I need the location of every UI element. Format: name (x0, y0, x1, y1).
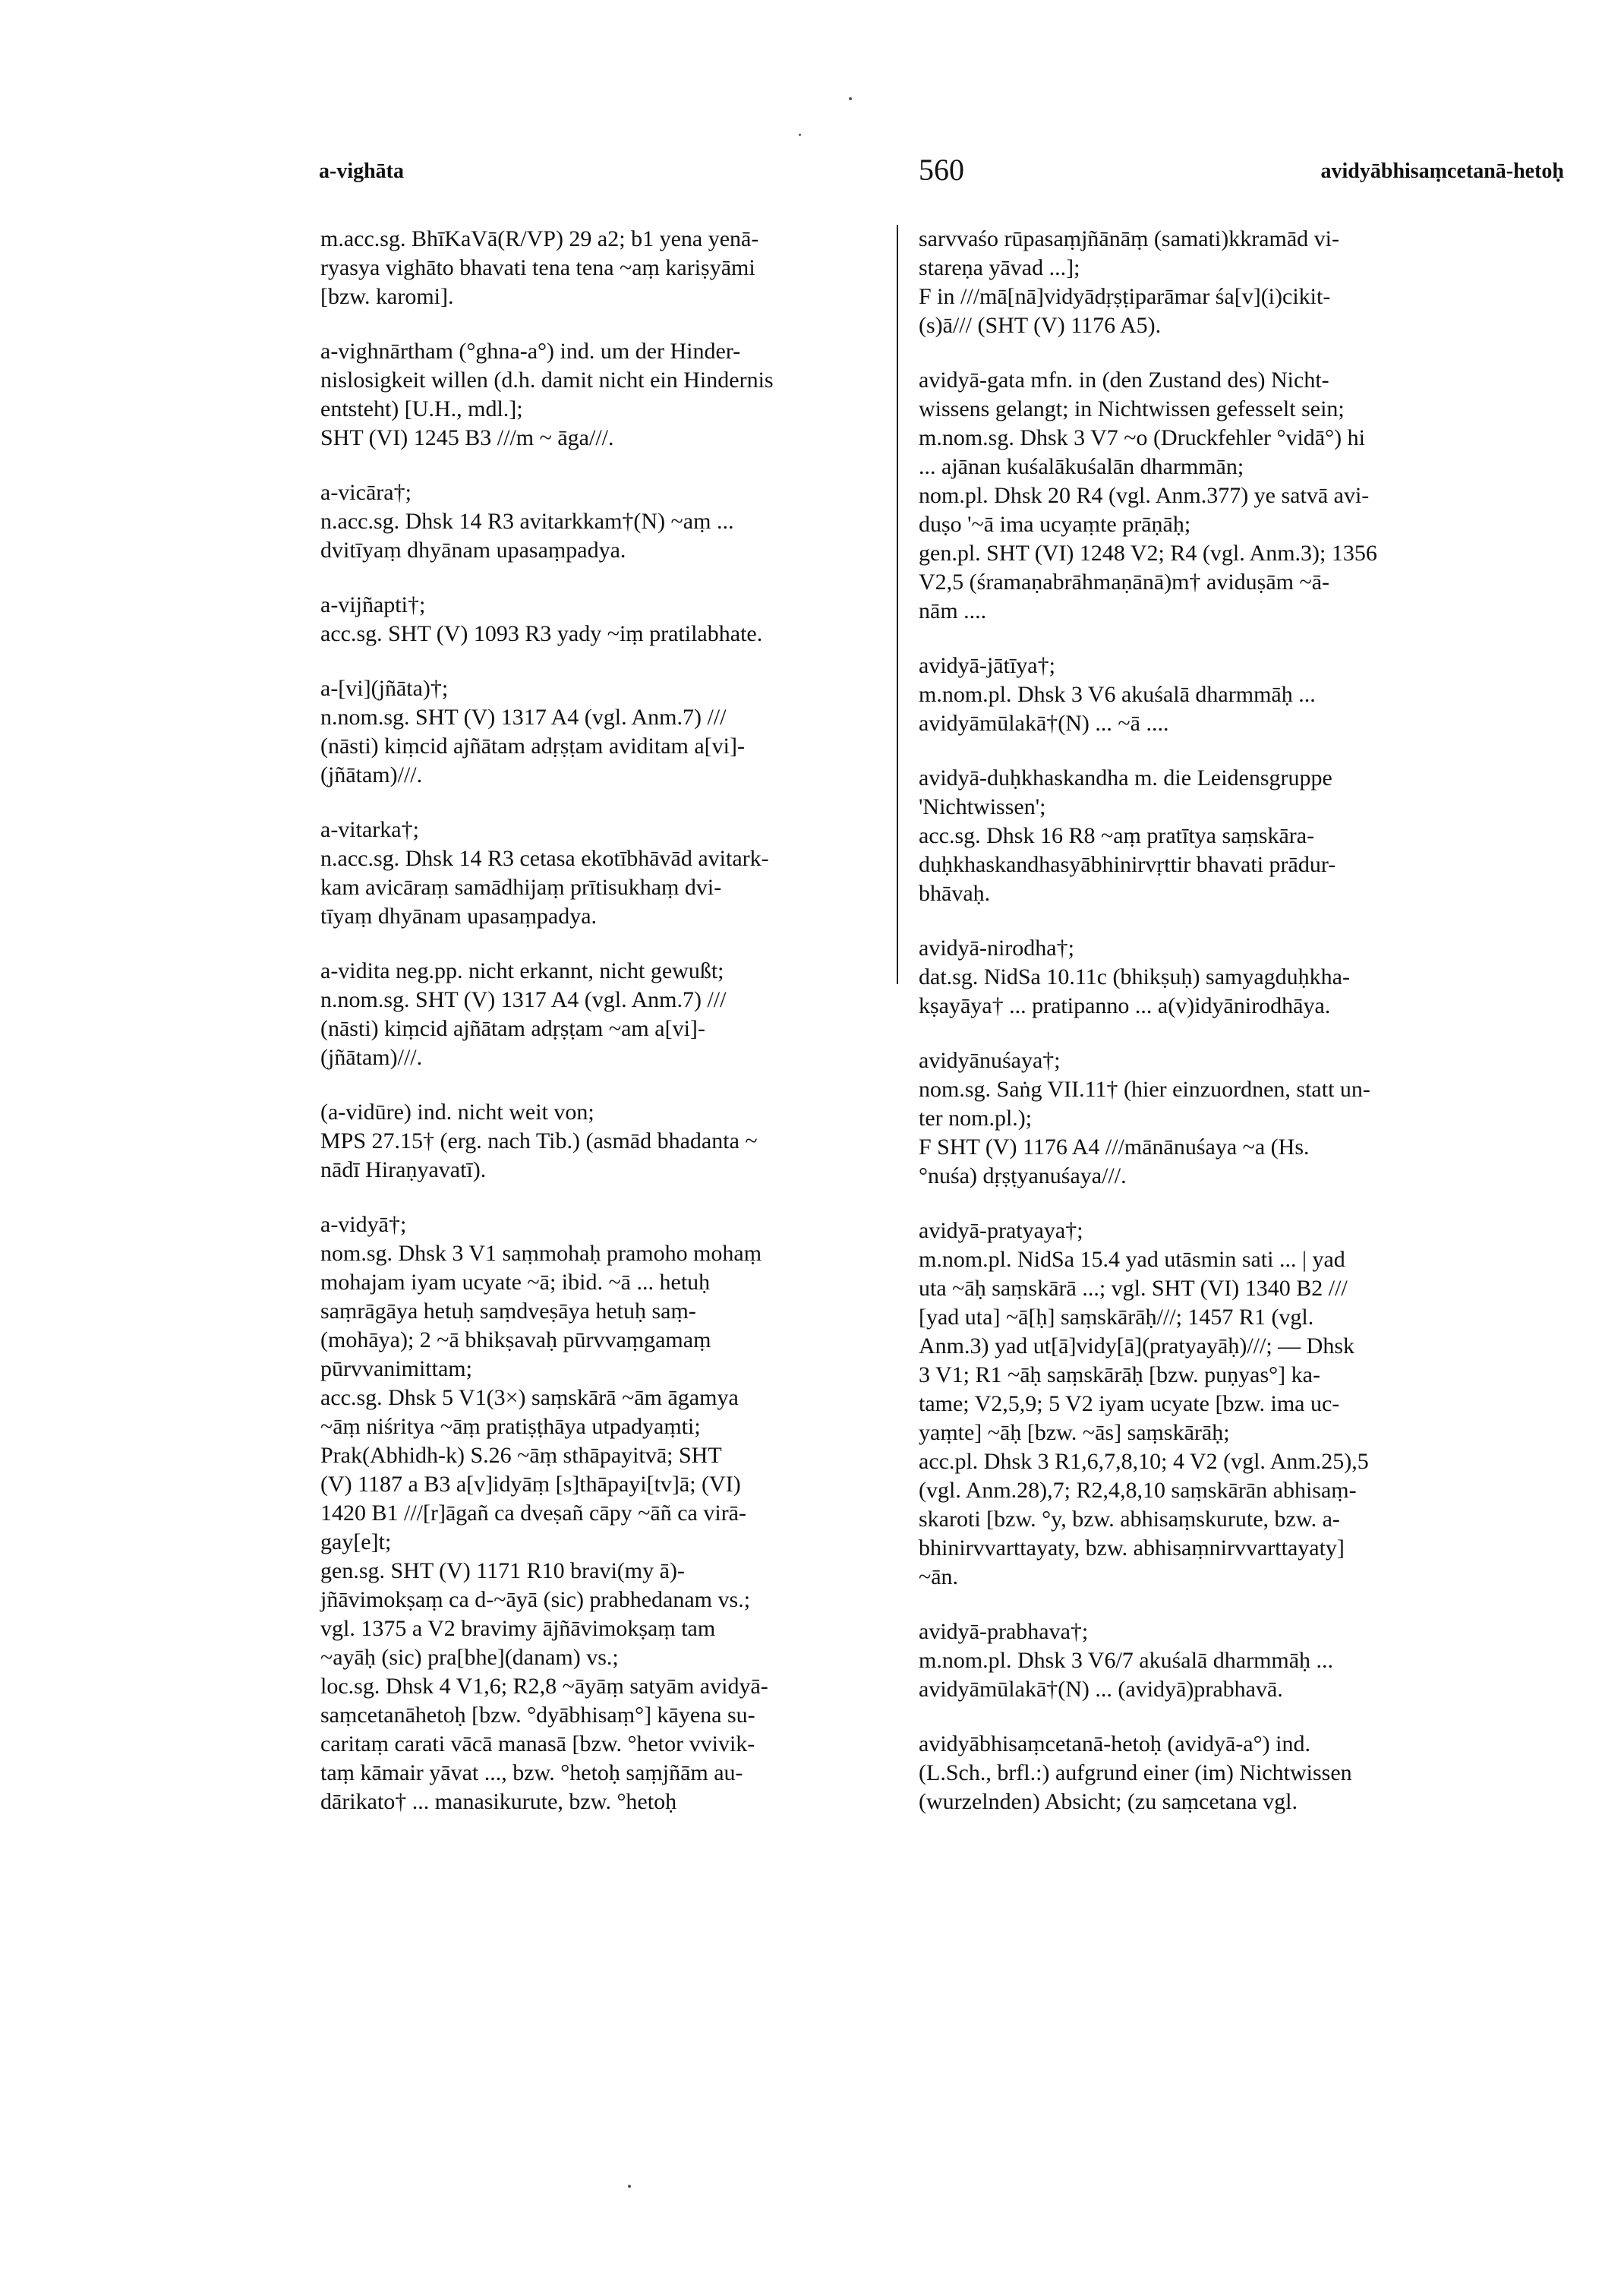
entry-line: duḥkhaskandhasyābhinirvṛttir bhavati prādur- (919, 852, 1336, 877)
entry-line: (L.Sch., brfl.:) aufgrund einer (im) Nichtwissen (919, 1760, 1352, 1785)
entry-headline: a-vicāra†; (320, 480, 412, 505)
entry-line: stareṇa yāvad ...]; (919, 255, 1080, 280)
entry-headline: avidyābhisaṃcetanā-hetoḥ (avidyā-a°) ind. (919, 1731, 1310, 1756)
entry-line: (mohāya); 2 ~ā bhikṣavaḥ pūrvvaṃgamaṃ (320, 1327, 711, 1352)
entry-headline: a-vijñapti†; (320, 592, 426, 617)
entry-line: kṣayāya† ... pratipanno ... a(v)idyānirodhāya. (919, 993, 1331, 1018)
entry-line: duṣo '~ā ima ucyaṃte prāṇāḥ; (919, 512, 1191, 537)
entry-headline: avidyā-gata mfn. in (den Zustand des) Nicht- (919, 368, 1329, 393)
entry-line: ~āṃ niśritya ~āṃ pratiṣṭhāya utpadyaṃti; (320, 1414, 701, 1439)
entry-line: gay[e]t; (320, 1529, 392, 1554)
entry-headline: a-[vi](jñāta)†; (320, 676, 449, 701)
entry-line: (jñātam)///. (320, 1045, 423, 1070)
entry-line: nom.pl. Dhsk 20 R4 (vgl. Anm.377) ye satvā avi- (919, 483, 1370, 508)
entry-headline: a-vidyā†; (320, 1212, 407, 1237)
entry-line: mohajam iyam ucyate ~ā; ibid. ~ā ... hetuḥ (320, 1270, 711, 1295)
entry-line: nādī Hiraṇyavatī). (320, 1157, 487, 1182)
left-column-entry (320, 1098, 920, 1185)
right-column-entry (919, 1217, 1518, 1592)
entry-line: dārikato† ... manasikurute, bzw. °hetoḥ (320, 1789, 677, 1814)
entry-line: acc.sg. Dhsk 5 V1(3×) saṃskārā ~ām āgamya (320, 1385, 739, 1410)
right-column-entry (919, 934, 1518, 1021)
header-right-catchword: avidyābhisaṃcetanā-hetoḥ (1320, 159, 1564, 183)
left-column-entry (320, 478, 920, 565)
right-column-entry (919, 225, 1518, 340)
left-column-entry (320, 957, 920, 1072)
right-column-entry (919, 1730, 1518, 1816)
entry-headline: a-vighnārtham (°ghna-a°) ind. um der Hinder- (320, 339, 741, 364)
entry-line: m.nom.pl. Dhsk 3 V6 akuśalā dharmmāḥ ... (919, 682, 1316, 707)
entry-line: (jñātam)///. (320, 762, 423, 787)
entry-line: tīyaṃ dhyānam upasaṃpadya. (320, 904, 598, 929)
entry-line: dvitīyaṃ dhyānam upasaṃpadya. (320, 538, 626, 563)
left-column-entry (320, 674, 920, 790)
entry-line: kam avicāraṃ samādhijaṃ prītisukhaṃ dvi- (320, 875, 722, 900)
entry-line: °nuśa) dṛṣṭyanuśaya///. (919, 1163, 1127, 1188)
entry-line: uta ~āḥ saṃskārā ...; vgl. SHT (VI) 1340 B2 /// (919, 1276, 1348, 1301)
entry-line: taṃ kāmair yāvat ..., bzw. °hetoḥ saṃjñām au- (320, 1760, 743, 1785)
entry-line: gen.pl. SHT (VI) 1248 V2; R4 (vgl. Anm.3); 1356 (919, 541, 1377, 566)
entry-line: [yad uta] ~ā[ḥ] saṃskārāḥ///; 1457 R1 (vgl. (919, 1305, 1314, 1330)
left-column-entry (320, 225, 920, 311)
entry-line: 1420 B1 ///[r]āgañ ca dveṣañ cāpy ~āñ ca virā- (320, 1501, 746, 1526)
left-column-entry (320, 1210, 920, 1816)
entry-headline: sarvvaśo rūpasaṃjñānāṃ (samati)kkramād vi- (919, 226, 1339, 251)
entry-line: [bzw. karomi]. (320, 284, 454, 309)
entry-line: avidyāmūlakā†(N) ... (avidyā)prabhavā. (919, 1677, 1283, 1702)
entry-line: yaṃte] ~āḥ [bzw. ~ās] saṃskārāḥ; (919, 1420, 1230, 1445)
entry-headline: avidyā-jātīya†; (919, 653, 1055, 678)
right-column-entry (919, 652, 1518, 738)
entry-line: nom.sg. Saṅg VII.11† (hier einzuordnen, statt un- (919, 1077, 1370, 1102)
right-column (919, 225, 1518, 1842)
entry-line: m.nom.pl. Dhsk 3 V6/7 akuśalā dharmmāḥ ... (919, 1648, 1334, 1673)
right-column-entry (919, 1617, 1518, 1704)
entry-line: bhinirvvarttayaty, bzw. abhisaṃnirvvarttayaty] (919, 1535, 1345, 1561)
entry-headline: a-vitarka†; (320, 817, 419, 842)
entry-line: m.nom.pl. NidSa 15.4 yad utāsmin sati ... | yad (919, 1247, 1345, 1272)
entry-line: F SHT (V) 1176 A4 ///mānānuśaya ~a (Hs. (919, 1135, 1310, 1160)
entry-headline: avidyānuśaya†; (919, 1048, 1061, 1073)
entry-line: 'Nichtwissen'; (919, 794, 1046, 819)
entry-line: MPS 27.15† (erg. nach Tib.) (asmād bhadanta ~ (320, 1128, 758, 1153)
entry-line: nom.sg. Dhsk 3 V1 saṃmohaḥ pramoho mohaṃ (320, 1241, 762, 1266)
entry-line: nām .... (919, 598, 987, 623)
entry-line: dat.sg. NidSa 10.11c (bhikṣuḥ) samyagduḥkha- (919, 964, 1350, 989)
right-column-entry (919, 366, 1518, 626)
entry-headline: a-vidita neg.pp. nicht erkannt, nicht gewußt; (320, 958, 724, 983)
entry-line: acc.sg. SHT (V) 1093 R3 yady ~iṃ pratilabhate. (320, 621, 763, 646)
entry-line: 3 V1; R1 ~āḥ saṃskārāḥ [bzw. puṇyas°] ka- (919, 1362, 1320, 1387)
entry-line: loc.sg. Dhsk 4 V1,6; R2,8 ~āyāṃ satyām avidyā- (320, 1674, 768, 1699)
left-column-entry (320, 591, 920, 649)
left-column-entry (320, 816, 920, 931)
entry-line: (nāsti) kiṃcid ajñātam adṛṣṭam ~am a[vi]- (320, 1016, 705, 1041)
entry-line: Prak(Abhidh-k) S.26 ~āṃ sthāpayitvā; SHT (320, 1443, 722, 1468)
entry-line: avidyāmūlakā†(N) ... ~ā .... (919, 711, 1169, 736)
entry-line: V2,5 (śramaṇabrāhmaṇānā)m† aviduṣām ~ā- (919, 570, 1330, 595)
entry-headline: m.acc.sg. BhīKaVā(R/VP) 29 a2; b1 yena yenā- (320, 226, 759, 251)
entry-line: n.nom.sg. SHT (V) 1317 A4 (vgl. Anm.7) /// (320, 987, 727, 1012)
entry-line: (s)ā/// (SHT (V) 1176 A5). (919, 313, 1162, 338)
entry-headline: avidyā-prabhava†; (919, 1619, 1089, 1644)
entry-line: n.nom.sg. SHT (V) 1317 A4 (vgl. Anm.7) /// (320, 705, 727, 730)
entry-line: bhāvaḥ. (919, 881, 991, 906)
entry-line: nislosigkeit willen (d.h. damit nicht ein Hindernis (320, 368, 774, 393)
entry-line: (vgl. Anm.28),7; R2,4,8,10 saṃskārān abhisaṃ- (919, 1478, 1357, 1503)
scan-speck (628, 2185, 631, 2188)
entry-line: Anm.3) yad ut[ā]vidy[ā](pratyayāḥ)///; — Dhsk (919, 1333, 1354, 1359)
entry-line: pūrvvanimittam; (320, 1356, 472, 1381)
entry-line: jñāvimokṣaṃ ca d-~āyā (sic) prabhedanam vs.; (320, 1587, 751, 1612)
entry-line: ter nom.pl.); (919, 1106, 1033, 1131)
entry-line: (V) 1187 a B3 a[v]idyāṃ [s]thāpayi[tv]ā; (VI) (320, 1472, 741, 1497)
entry-line: wissens gelangt; in Nichtwissen gefesselt sein; (919, 396, 1345, 421)
entry-line: acc.sg. Dhsk 16 R8 ~aṃ pratītya saṃskāra- (919, 823, 1315, 848)
scan-speck (799, 134, 801, 136)
entry-line: (nāsti) kiṃcid ajñātam adṛṣṭam aviditam a[vi]- (320, 734, 745, 759)
running-header (319, 152, 1564, 200)
entry-line: ~ayāḥ (sic) pra[bhe](danam) vs.; (320, 1645, 619, 1670)
entry-line: skaroti [bzw. °y, bzw. abhisaṃskurute, bzw. a- (919, 1507, 1340, 1532)
entry-headline: avidyā-duḥkhaskandha m. die Leidensgruppe (919, 765, 1332, 791)
right-column-entry (919, 764, 1518, 908)
entry-line: entsteht) [U.H., mdl.]; (320, 396, 523, 421)
entry-line: acc.pl. Dhsk 3 R1,6,7,8,10; 4 V2 (vgl. Anm.25),5 (919, 1449, 1369, 1474)
entry-line: saṃrāgāya hetuḥ saṃdveṣāya hetuḥ saṃ- (320, 1299, 696, 1324)
entry-line: saṃcetanāhetoḥ [bzw. °dyābhisaṃ°] kāyena su- (320, 1703, 755, 1728)
entry-line: (wurzelnden) Absicht; (zu saṃcetana vgl. (919, 1789, 1298, 1814)
entry-line: F in ///mā[nā]vidyādṛṣṭiparāmar śa[v](i)cikit- (919, 284, 1331, 309)
entry-line: m.nom.sg. Dhsk 3 V7 ~o (Druckfehler °vidā°) hi (919, 425, 1365, 450)
page-number: 560 (919, 153, 964, 187)
left-column-entry (320, 337, 920, 453)
entry-line: SHT (VI) 1245 B3 ///m ~ āga///. (320, 425, 614, 450)
entry-line: n.acc.sg. Dhsk 14 R3 cetasa ekotībhāvād avitark- (320, 846, 769, 871)
entry-line: gen.sg. SHT (V) 1171 R10 bravi(my ā)- (320, 1558, 685, 1583)
entry-line: vgl. 1375 a V2 bravimy ājñāvimokṣaṃ tam (320, 1616, 716, 1641)
entry-headline: avidyā-nirodha†; (919, 936, 1074, 961)
entry-line: n.acc.sg. Dhsk 14 R3 avitarkkam†(N) ~aṃ ... (320, 509, 734, 534)
entry-line: tame; V2,5,9; 5 V2 iyam ucyate [bzw. ima uc- (919, 1391, 1340, 1416)
header-left-catchword: a-vighāta (319, 159, 404, 183)
entry-line: ... ajānan kuśalākuśalān dharmmān; (919, 454, 1244, 479)
entry-line: ~ān. (919, 1564, 959, 1589)
entry-line: caritaṃ carati vācā manasā [bzw. °hetor vvivik- (320, 1731, 755, 1756)
right-column-entry (919, 1046, 1518, 1191)
scan-speck (849, 97, 852, 100)
left-column (320, 225, 920, 1842)
entry-headline: avidyā-pratyaya†; (919, 1218, 1083, 1243)
entry-line: ryasya vighāto bhavati tena tena ~aṃ kariṣyāmi (320, 255, 755, 280)
entry-headline: (a-vidūre) ind. nicht weit von; (320, 1100, 594, 1125)
